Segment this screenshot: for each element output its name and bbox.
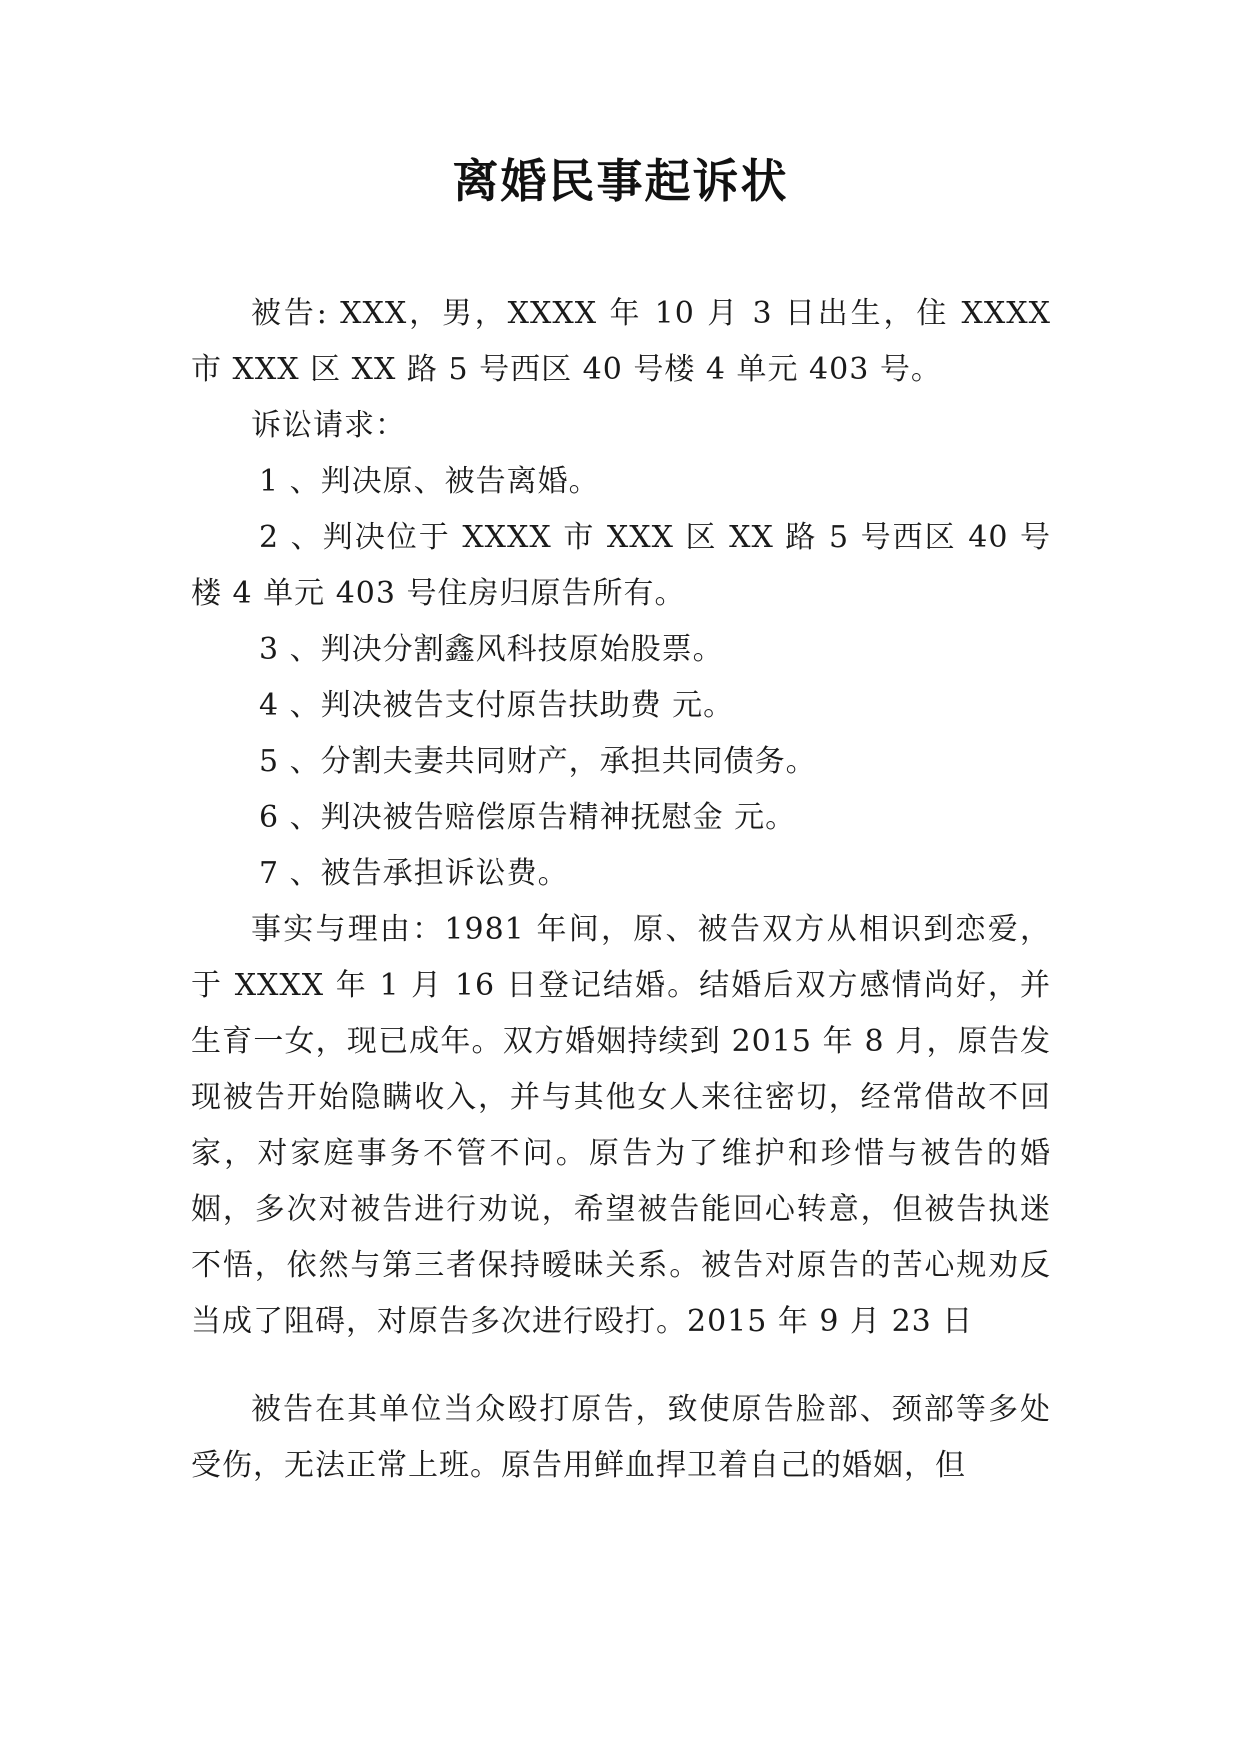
defendant-info-paragraph: 被告: XXX，男，XXXX 年 10 月 3 日出生，住 XXXX 市 XXX 区 XX 路 5 号西区 40 号楼 4 单元 403 号。: [191, 296, 1051, 387]
facts-and-reasons-paragraph: 事实与理由：1981 年间，原、被告双方从相识到恋爱，于 XXXX 年 1 月 16 日登记结婚。结婚后双方感情尚好，并生育一女，现已成年。双方婚姻持续到 2015 年 8 月，原告发现被告开始隐瞒收入，并与其他女人来往密切，经常借故不回家，对家庭事务不管不问。原告为了维护和珍惜与被告的婚姻，多次对被告进行劝说，希望被告能回心转意，但被告执迷不悟，依然与第三者保持暧昧关系。被告对原告的苦心规劝反当成了阻碍，对原告多次进行殴打。2015 年 9 月 23 日: [191, 912, 1051, 1339]
facts-continuation-paragraph: 被告在其单位当众殴打原告，致使原告脸部、颈部等多处受伤，无法正常上班。原告用鲜血捍卫着自己的婚姻，但: [191, 1392, 1051, 1483]
document-body: [191, 286, 1051, 1494]
claim-item-5: 5 、分割夫妻共同财产，承担共同债务。: [259, 744, 817, 779]
claim-item-1: 1 、判决原、被告离婚。: [259, 464, 600, 499]
claim-item-6: 6 、判决被告赔偿原告精神抚慰金 元。: [259, 800, 797, 835]
document-title: 离婚民事起诉状: [452, 154, 789, 208]
claim-item-4: 4 、判决被告支付原告扶助费 元。: [259, 688, 735, 723]
claim-item-3: 3 、判决分割鑫风科技原始股票。: [259, 632, 724, 667]
claim-item-2: 2 、判决位于 XXXX 市 XXX 区 XX 路 5 号西区 40 号楼 4 单元 403 号住房归原告所有。: [191, 520, 1051, 611]
claim-item-7: 7 、被告承担诉讼费。: [259, 856, 569, 891]
claims-heading: 诉讼请求：: [251, 408, 406, 443]
